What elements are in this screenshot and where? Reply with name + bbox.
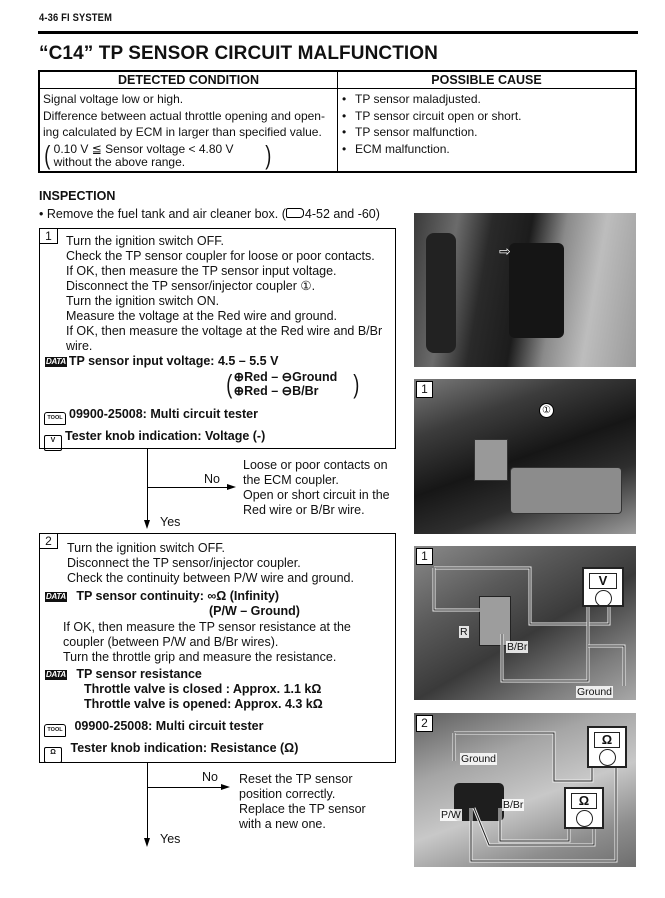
step-line: Turn the throttle grip and measure the resistance. bbox=[63, 650, 337, 664]
pointer-arrow-icon: ⇨ bbox=[499, 243, 511, 259]
probe-line: ⊕Red – ⊖Ground bbox=[233, 370, 338, 384]
page-title: “C14” TP SENSOR CIRCUIT MALFUNCTION bbox=[39, 43, 439, 64]
header-detected-condition: DETECTED CONDITION bbox=[39, 71, 338, 89]
flow-line bbox=[147, 448, 148, 520]
step-line: Disconnect the TP sensor/injector coupler ①. bbox=[66, 279, 316, 293]
page-header: 4-36 FI SYSTEM bbox=[39, 12, 113, 24]
detected-line: ing calculated by ECM in larger than specified value. bbox=[43, 125, 322, 139]
inspection-intro bbox=[39, 207, 380, 221]
step-line: Disconnect the TP sensor/injector coupler. bbox=[67, 556, 301, 570]
cause-item: • TP sensor maladjusted. bbox=[341, 91, 632, 108]
paren-left: ( bbox=[44, 140, 51, 170]
meter-display: Ω bbox=[571, 793, 597, 809]
photo-sensor-coupler bbox=[414, 379, 636, 534]
knob-spec: Tester knob indication: Resistance (Ω) bbox=[70, 741, 299, 755]
step-line: If OK, then measure the TP sensor input voltage. bbox=[66, 264, 337, 278]
arrow-right-icon bbox=[221, 784, 230, 790]
label-ground: Ground bbox=[577, 686, 613, 698]
photo-resistance-measurement bbox=[414, 713, 636, 867]
ohmmeter-upper bbox=[587, 726, 627, 768]
flow-line bbox=[147, 487, 227, 488]
ohmmeter-lower bbox=[564, 787, 604, 829]
possible-cause-cell bbox=[338, 89, 637, 172]
reference-hand-icon bbox=[286, 208, 304, 218]
step-number: 2 bbox=[39, 533, 58, 549]
arrow-down-icon bbox=[144, 520, 150, 529]
probe-line: ⊕Red – ⊖B/Br bbox=[233, 384, 319, 398]
condition-table bbox=[38, 70, 637, 173]
step-line: If OK, then measure the voltage at the Red wire and B/Br bbox=[66, 324, 383, 338]
inspection-heading: INSPECTION bbox=[39, 189, 116, 203]
paren-right: ) bbox=[264, 140, 272, 170]
no-label: No bbox=[204, 472, 220, 486]
paren-right: ) bbox=[352, 369, 360, 399]
label-b-br-wire: B/Br bbox=[503, 799, 524, 811]
probe-spec bbox=[225, 370, 360, 398]
result-line: the ECM coupler. bbox=[243, 473, 339, 487]
tool-icon: TOOL bbox=[44, 412, 66, 425]
result-line: Loose or poor contacts on bbox=[243, 458, 388, 472]
tester-knob-icon: Ω bbox=[44, 747, 62, 763]
wire-harness bbox=[426, 233, 456, 353]
detected-line: Difference between actual throttle opening and open- bbox=[43, 108, 325, 123]
figure-tag: 2 bbox=[416, 715, 433, 732]
tool-icon: TOOL bbox=[44, 724, 66, 737]
coupler-female bbox=[474, 439, 508, 481]
range-line: 0.10 V ≦ Sensor voltage < 4.80 V bbox=[53, 141, 234, 156]
voltmeter bbox=[582, 567, 624, 607]
label-ground: Ground bbox=[461, 753, 497, 765]
no-result bbox=[243, 458, 390, 518]
data-icon: DATA bbox=[46, 357, 66, 366]
range-note: without the above range. bbox=[53, 154, 186, 169]
result-line: Red wire or B/Br wire. bbox=[243, 503, 365, 517]
meter-display: V bbox=[589, 573, 617, 589]
data-icon: DATA bbox=[46, 670, 66, 679]
photo-voltage-measurement bbox=[414, 546, 636, 700]
meter-dial bbox=[599, 749, 616, 766]
arrow-down-icon bbox=[144, 838, 150, 847]
cause-item: • ECM malfunction. bbox=[341, 141, 632, 158]
step-line: Check the continuity between P/W wire and ground. bbox=[67, 571, 354, 585]
tool-spec: 09900-25008: Multi circuit tester bbox=[69, 407, 258, 421]
detected-line: Signal voltage low or high. bbox=[43, 92, 184, 106]
result-line: Reset the TP sensor bbox=[239, 772, 353, 786]
no-result bbox=[239, 772, 366, 832]
yes-label: Yes bbox=[160, 515, 181, 529]
continuity-spec: TP sensor continuity: ∞Ω (Infinity) bbox=[76, 589, 280, 603]
meter-dial bbox=[595, 590, 612, 607]
intro-text: • Remove the fuel tank and air cleaner box. ( bbox=[39, 207, 286, 221]
step-number: 1 bbox=[39, 228, 58, 244]
intro-reference[interactable]: 4-52 and -60) bbox=[304, 207, 380, 221]
result-line: Open or short circuit in the bbox=[243, 488, 390, 502]
tester-knob-icon: V bbox=[44, 435, 62, 451]
voltage-spec: TP sensor input voltage: 4.5 – 5.5 V bbox=[68, 354, 279, 368]
step-1-box bbox=[39, 228, 396, 449]
step-line: wire. bbox=[66, 339, 93, 353]
data-icon: DATA bbox=[46, 592, 66, 601]
meter-display: Ω bbox=[594, 732, 620, 748]
step-line: Turn the ignition switch OFF. bbox=[67, 541, 225, 555]
tp-sensor-body bbox=[509, 243, 564, 338]
paren-left: ( bbox=[226, 369, 233, 399]
yes-label: Yes bbox=[160, 832, 181, 846]
step-line: If OK, then measure the TP sensor resistance at the bbox=[63, 620, 351, 634]
result-line: position correctly. bbox=[239, 787, 336, 801]
result-line: with a new one. bbox=[239, 817, 326, 831]
label-p-w-wire: P/W bbox=[441, 809, 461, 821]
no-label: No bbox=[202, 770, 218, 784]
step-line: coupler (between P/W and B/Br wires). bbox=[63, 635, 279, 649]
tool-spec: 09900-25008: Multi circuit tester bbox=[74, 719, 264, 733]
continuity-sub: (P/W – Ground) bbox=[209, 604, 300, 618]
figure-tag: 1 bbox=[416, 548, 433, 565]
detected-condition-cell bbox=[39, 89, 338, 172]
step-2-box bbox=[39, 533, 396, 763]
label-b-br-wire: B/Br bbox=[507, 641, 528, 653]
header-possible-cause: POSSIBLE CAUSE bbox=[338, 71, 637, 89]
voltage-range bbox=[43, 142, 334, 169]
flow-line bbox=[147, 787, 222, 788]
cause-item: • TP sensor circuit open or short. bbox=[341, 108, 632, 125]
step-line: Turn the ignition switch OFF. bbox=[66, 234, 224, 248]
knob-spec: Tester knob indication: Voltage (-) bbox=[65, 429, 266, 443]
arrow-right-icon bbox=[227, 484, 236, 490]
label-red-wire: R bbox=[460, 626, 468, 638]
resistance-title: TP sensor resistance bbox=[76, 667, 202, 681]
resistance-closed: Throttle valve is closed : Approx. 1.1 kΩ bbox=[84, 682, 322, 696]
header-rule bbox=[38, 31, 638, 34]
figure-tag: 1 bbox=[416, 381, 433, 398]
resistance-opened: Throttle valve is opened: Approx. 4.3 kΩ bbox=[84, 697, 323, 711]
meter-dial bbox=[576, 810, 593, 827]
step-line: Check the TP sensor coupler for loose or poor contacts. bbox=[66, 249, 375, 263]
step-line: Measure the voltage at the Red wire and ground. bbox=[66, 309, 338, 323]
flow-line bbox=[147, 762, 148, 842]
coupler-male bbox=[510, 467, 622, 514]
callout-1: ① bbox=[539, 403, 554, 418]
cause-item: • TP sensor malfunction. bbox=[341, 124, 632, 141]
step-line: Turn the ignition switch ON. bbox=[66, 294, 220, 308]
photo-tp-sensor-location bbox=[414, 213, 636, 367]
result-line: Replace the TP sensor bbox=[239, 802, 366, 816]
